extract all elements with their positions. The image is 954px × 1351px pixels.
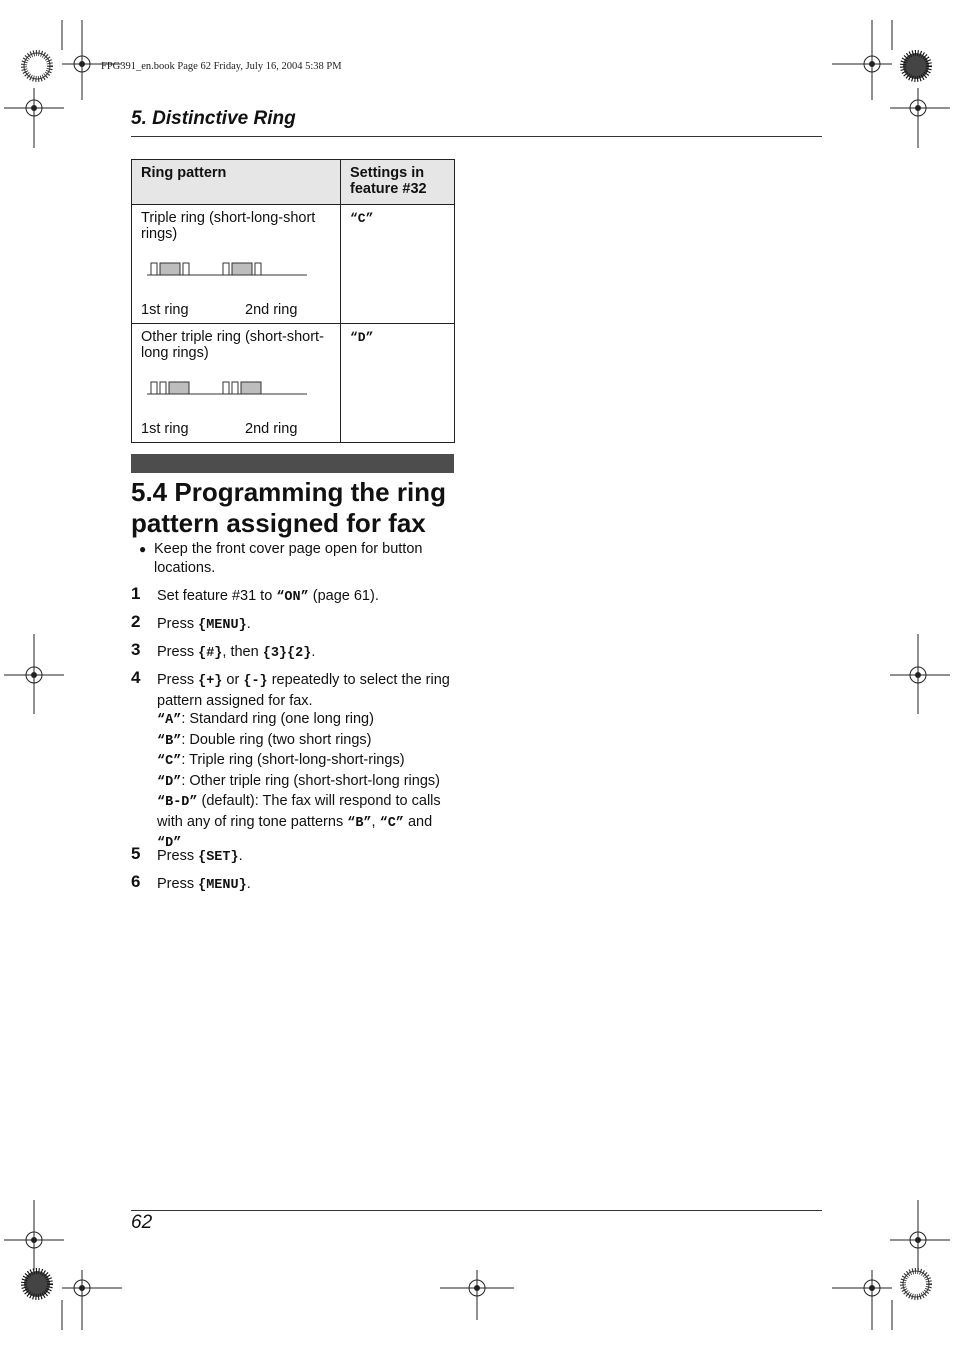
ring-pattern-table xyxy=(131,159,455,443)
table-row xyxy=(132,205,455,324)
note-text: Keep the front cover page open for button locations. xyxy=(154,541,423,576)
step-text xyxy=(157,875,457,896)
option-and: and xyxy=(403,813,433,830)
option-text: : Triple ring (short-long-short-rings) xyxy=(181,752,405,768)
step-mid: , then xyxy=(222,644,263,660)
first-ring-label: 1st ring xyxy=(141,302,189,318)
section-title-bar xyxy=(131,454,454,473)
table-header-settings: Settings in feature #32 xyxy=(341,160,455,205)
key-menu: {MENU} xyxy=(198,878,247,893)
note-bullet xyxy=(139,540,449,578)
step-pre: Press xyxy=(157,672,199,688)
option-b xyxy=(157,731,457,752)
setting-value: “C” xyxy=(350,211,374,226)
key-menu: {MENU} xyxy=(198,618,247,633)
step-post: . xyxy=(311,644,316,660)
bullet-icon: ● xyxy=(139,542,147,556)
step-post: repeatedly to select the ring pattern assigned for fax. xyxy=(157,672,450,709)
option-text: : Standard ring (one long ring) xyxy=(181,711,374,727)
step-number: 6 xyxy=(131,872,141,891)
key-set: {SET} xyxy=(198,850,239,865)
table-cell-pattern xyxy=(132,324,341,443)
table-cell-setting xyxy=(341,324,455,443)
option-key: “B” xyxy=(347,815,372,831)
table-cell-setting xyxy=(341,205,455,324)
step-post: . xyxy=(246,876,251,892)
option-key: “C” xyxy=(379,815,404,831)
step-post: . xyxy=(238,848,243,864)
step-number: 3 xyxy=(131,640,141,659)
key-on: “ON” xyxy=(276,590,309,605)
step-pre: Press xyxy=(157,616,199,632)
option-text: : Other triple ring (short-short-long rings) xyxy=(181,772,440,789)
section-header: 5. Distinctive Ring xyxy=(131,108,296,129)
key-32: {3}{2} xyxy=(262,646,312,661)
step-mid: or xyxy=(222,672,244,688)
first-ring-label: 1st ring xyxy=(141,421,189,437)
step-pre: Press xyxy=(157,848,199,864)
pattern-description: Triple ring (short-long-short rings) xyxy=(141,210,316,242)
page-title: 5.4 Programming the ring pattern assigned for fax xyxy=(131,477,446,538)
step-number: 5 xyxy=(131,844,141,863)
table-header-row xyxy=(132,160,455,205)
print-header: FPG391_en.book Page 62 Friday, July 16, 2004 5:38 PM xyxy=(101,61,342,72)
second-ring-label: 2nd ring xyxy=(245,421,298,437)
step-post: . xyxy=(246,616,251,632)
second-ring-label: 2nd ring xyxy=(245,302,298,318)
step-text xyxy=(157,587,457,608)
step-text xyxy=(157,615,457,636)
pattern-description: Other triple ring (short-short-long rings) xyxy=(141,329,324,361)
table-cell-pattern xyxy=(132,205,341,324)
ring-pattern-diagram xyxy=(147,262,327,280)
ring-pattern-diagram xyxy=(147,381,327,399)
option-key: “D” xyxy=(157,836,182,851)
option-a xyxy=(157,710,457,731)
footer-rule xyxy=(131,1210,822,1211)
option-key: “B-D” xyxy=(157,795,198,810)
option-bd xyxy=(157,792,457,854)
key-hash: {#} xyxy=(198,646,223,661)
option-d xyxy=(157,772,457,793)
option-text: (default): The fax will respond to calls with any of ring tone patterns xyxy=(157,793,441,830)
key-plus: {+} xyxy=(198,674,223,689)
step-post: (page 61). xyxy=(308,588,379,604)
step-text xyxy=(157,671,457,854)
step-text xyxy=(157,847,457,868)
option-key: “B” xyxy=(157,733,182,749)
step-number: 4 xyxy=(131,668,141,687)
option-key: “A” xyxy=(157,713,182,728)
table-header-pattern: Ring pattern xyxy=(132,160,341,205)
option-text: : Double ring (two short rings) xyxy=(181,731,372,748)
setting-value: “D” xyxy=(350,330,374,345)
step-number: 2 xyxy=(131,612,141,631)
step-pre: Press xyxy=(157,644,199,660)
step-pre: Press xyxy=(157,876,199,892)
option-key: “D” xyxy=(157,774,182,790)
option-sep: , xyxy=(371,813,380,830)
page-number: 62 xyxy=(131,1212,153,1233)
table-row xyxy=(132,324,455,443)
option-c xyxy=(157,751,457,772)
option-key: “C” xyxy=(157,754,182,769)
step-number: 1 xyxy=(131,584,141,603)
step-pre: Set feature #31 to xyxy=(157,588,277,604)
header-rule xyxy=(131,136,822,137)
step-text xyxy=(157,643,457,664)
key-minus: {-} xyxy=(243,674,268,689)
